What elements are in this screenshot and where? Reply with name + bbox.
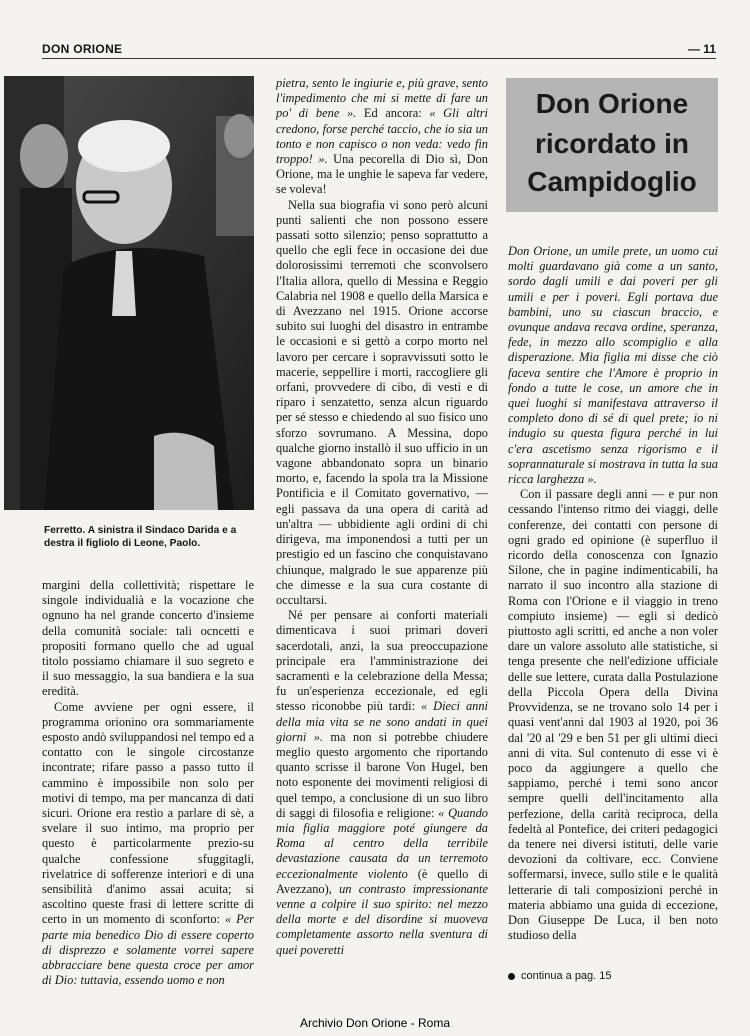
paragraph: Con il passare degli anni — e pur non cessando l'intenso ritmo dei viaggi, delle conferenze, dei contatti con persone di ogni grado ed opinione (è superfluo il ricordo della conoscenza con Ignazio Silone, che in pagine indimenticabili, ha narrato il suo incontro alla stazione di Roma con l'Orione e il viaggio in treno compiuto insieme) — egli si dedicò piuttosto agli scritti, ed anche a non voler dare un valore assoluto alle statistiche, si tenga presente che nell'edizione ufficiale delle sue lettere, curata dalla Postulazione della Piccola Opera della Divina Provvidenza, se ne trovano solo 14 per i quasi vent'anni dal 1903 al 1920, poi 36 dal '20 al '29 e ben 51 per gli ultimi dieci anni di vita. Sul contenuto di esse vi è poco da aggiungere a quello che sappiamo, perché i temi sono ancor sempre quelli dell'incitamento alla perfezione, della carità reciproca, della fedeltà al Pontefice, dei criteri pedagogici da tenere nei diversi istituti, delle varie devozioni da coltivare, ecc. Conviene soffermarsi, invece, sullo stile e le qualità letterarie di tali composizioni perché in materia abbiamo una guida di eccezione, Don Giuseppe De Luca, il ben noto studioso della	[508, 487, 718, 943]
text-run: Una pecorella di Dio sì, Don Orione, ma le unghie le sapeva far vedere, se voleva!	[276, 152, 488, 197]
text-column-3	[508, 244, 718, 943]
title-line-1: Don Orione	[535, 88, 689, 119]
photo-illustration	[4, 76, 254, 510]
quote: « Quando mia figlia maggiore poté giungere da Roma al centro della terribile devastazione causata da un terremoto eccezionalmente violento	[276, 805, 488, 881]
quote: un contrasto impressionante venne a colpire il suo spirito: nel mezzo della morte e del disordine si muoveva completamente assorto nella sventura di quei poveretti	[276, 881, 489, 957]
paragraph	[42, 700, 254, 989]
text-run: ma non si potrebbe chiudere meglio questo argomento che riportando quanto scrisse il barone Von Hugel, ben noto esponente dei movimenti religiosi di quel tempo, a conclusione di un suo libro di saggi di filosofia e religione:	[276, 729, 489, 820]
bullet-icon	[508, 973, 515, 980]
continued-note	[508, 970, 612, 982]
quote: « Gli altri credono, forse perché taccio, che io sia un tonto e non capisco o non veda: vedo fin troppo! ».	[276, 106, 488, 167]
quote: « Per parte mia benedico Dio di essere coperto di disprezzo e solamente vorrei sapere abbracciare bene questa croce per amor di Dio: tuttavia, essendo uomo e non	[42, 912, 255, 988]
article-title-box	[506, 78, 718, 212]
paragraph	[276, 76, 488, 198]
page-header	[42, 42, 716, 64]
text-column-1	[42, 578, 254, 988]
quote: « Dieci anni della mia vita se ne sono andati in quei giorni ».	[276, 699, 488, 744]
text-run: (è quello di Avezzano),	[276, 866, 488, 896]
paragraph	[508, 244, 718, 487]
text-run: Né per pensare ai conforti materiali dimenticava i suoi primari doveri sacerdotali, anzi, la sua preoccupazione principale era l'amministrazione dei sacramenti e la celebrazione della Messa; fu un'esperienza eccezionale, ed egli stesso riconobbe più tardi:	[276, 608, 488, 714]
paragraph	[276, 608, 488, 958]
header-rule	[42, 58, 716, 59]
paragraph: margini della collettività; rispettare le singole individualià e la vocazione che ognuno ha nel grande concerto d'insieme della comunità sociale: tali ocncetti e propositi formano quello che ad ugual titolo possiamo chiamare il suo segreto e il suo messaggio, la sua bandiera e la sua eredità.	[42, 578, 254, 699]
text-run: Come avviene per ogni essere, il programma orionino ora sommariamente esposto andò sviluppandosi nel tempo ed a contatto con le singole circostanze incontrate; rifare passo a passo tutto il cammino è impossibile non solo per motivi di tempo, ma per mancanza di dati sicuri. Orione era restìo a parlare di sè, a svelare il suo intimo, ma proprio per questo è particolarmente prezio-su qualche confessione sfuggitagli, rivelatrice di sofferenze interiori e di una sensibilità d'animo assai acuita; si ascoltino queste frasi di lettere scritte di certo in un momento di sconforto:	[42, 699, 254, 927]
quote: pietra, sento le ingiurie e, più grave, sento l'impedimento che mi si mette di fare un po' di bene ».	[276, 76, 488, 121]
text-column-2	[276, 76, 488, 958]
paragraph: Nella sua biografia vi sono però alcuni punti salienti che non possono essere passati sotto silenzio; penso soprattutto a quello che egli fece in occasione dei due dolorosissimi terremoti che sconvolsero l'Italia allora, quello di Messina e Reggio Calabria nel 1908 e quello della Marsica e di Avezzano nel 1915. Orione accorse subito sui luoghi del disastro in entrambe le occasioni e si gettò a corpo morto nel lavoro per cercare i sopravvissuti sotto le macerie, seppellire i morti, raccogliere gli orfani, provvedere di cibo, di vesti e di riparo i senzatetto, senza alcun riguardo per sé stesso e chiedendo al suo fisico uno sforzo sovrumano. A Messina, dopo qualche giorno installò il suo ufficio in un vagone abbandonato sopra un binario morto, e, facendo la spola tra la Missione Pontificia e il Comitato governativo, — egli passava da una opera di carità ad un'altra — ubbidiente agli ordini di chi dirigeva, ma imponendosi a tutti per un prestigio ed un fascino che conquistavano chiunque, malgrado le sue apparenze più che dimesse e la sua cura costante di occultarsi.	[276, 197, 488, 607]
running-head: DON ORIONE	[42, 42, 123, 56]
page-number: — 11	[687, 42, 716, 56]
text-run: Ed ancora:	[356, 106, 430, 121]
continued-text: continua a pag. 15	[521, 970, 612, 982]
quote: Don Orione, un umile prete, un uomo cui molti guardavano già come a un santo, sordo dagli umili e dai poveri per gli umili e per i poveri. Egli portava due bambini, uno su ciascun braccio, e ovunque andava recava ordine, speranza, fede, in mezzo allo scompiglio e alla disperazione. Mia figlia mi disse che ciò faceva sentire che l'Amore è proprio in fondo a tutte le cose, un amore che in quei luoghi si manifestava attraverso il completo dono di sé di quel prete; io ni indugio su questa figura perché in lui c'era ascetismo senza rigorismo e il soprannaturale si mostrava in tutta la sua ricca larghezza ».	[508, 244, 718, 487]
title-line-2: ricordato in	[534, 128, 689, 159]
photo-ferretto	[4, 76, 254, 510]
photo-caption: Ferretto. A sinistra il Sindaco Darida e a destra il figliolo di Leone, Paolo.	[44, 525, 237, 549]
archive-footer: Archivio Don Orione - Roma	[299, 1016, 451, 1030]
title-line-3: Campidoglio	[527, 166, 697, 197]
